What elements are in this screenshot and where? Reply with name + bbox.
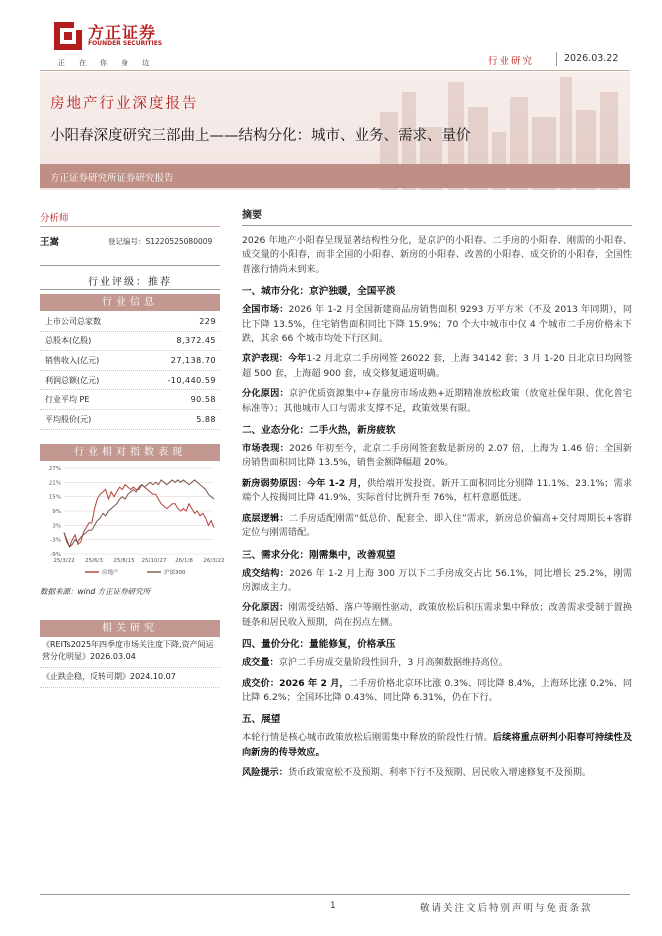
info-value: 27,138.70 xyxy=(170,355,216,365)
info-row xyxy=(40,312,220,332)
info-row xyxy=(40,371,220,391)
header-divider xyxy=(40,70,630,71)
report-title: 小阳春深度研究三部曲上——结构分化：城市、业务、需求、量价 xyxy=(50,128,471,144)
para-label: 全国市场： xyxy=(242,304,289,316)
paragraph xyxy=(242,567,632,596)
footer-disclaimer[interactable]: 敬请关注文后特别声明与免责条款 xyxy=(420,903,593,914)
para-text: 供给端开发投资、新开工面积同比分别降 11.1%、23.1%；需求端个人按揭同比降 41.9%，实际首付比例升至 76%，杠杆意愿低迷。 xyxy=(242,477,633,504)
info-row xyxy=(40,351,220,371)
relative-index-chart xyxy=(40,462,225,582)
abstract-section xyxy=(242,206,632,787)
paragraph xyxy=(242,303,632,346)
section-title: 五、展望 xyxy=(242,714,281,726)
info-row xyxy=(40,332,220,352)
index-chart-svg xyxy=(40,462,225,582)
info-row xyxy=(40,390,220,410)
paragraph xyxy=(242,387,632,416)
para-text: 京沪二手房成交量阶段性回升，3 月高频数据维持高位。 xyxy=(278,657,509,669)
footer-divider xyxy=(40,894,630,895)
para-text: 1-2 月北京二手房网签 26022 套，上海 34142 套；3 月 1-20 日北京日均网签超 500 套，上海超 900 套，成交修复通道明确。 xyxy=(242,353,633,379)
relative-index-header: 行业相对指数表现 xyxy=(40,444,220,461)
y-tick-label: -3% xyxy=(50,537,61,544)
para-text: 京沪优质资源集中+存量房市场成熟+近期精准放松政策（放宽社保年限、优化普宅标准等）；其他城市人口与需求支撑不足，政策效果有限。 xyxy=(242,388,632,414)
rating-divider-top xyxy=(40,265,220,266)
paragraph xyxy=(242,512,632,541)
para-label: 成交结构： xyxy=(242,567,289,579)
info-key: 销售收入(亿元) xyxy=(45,355,100,365)
institute-label: 方正证券研究所证券研究报告 xyxy=(50,173,174,184)
x-tick-label: 26/3/22 xyxy=(203,558,225,564)
info-value: 8,372.45 xyxy=(176,336,216,346)
company-logo xyxy=(52,18,202,66)
industry-info-header: 行业信息 xyxy=(40,294,220,311)
analyst-registration: 登记编号：S1220525080009 xyxy=(108,237,213,246)
rating-divider-bottom xyxy=(40,289,220,290)
risk-paragraph xyxy=(242,766,632,780)
para-label: 分化原因： xyxy=(242,388,289,400)
para-text: 2026 年初至今，北京二手房网签套数是新房的 2.07 倍，上海为 1.46 倍；全国新房销售面积同比降 13.5%，销售金额降幅超 20%。 xyxy=(242,443,632,469)
section-title: 二、业态分化：二手火热，新房疲软 xyxy=(242,425,396,437)
para-label: 京沪表现： xyxy=(242,353,288,365)
paragraph xyxy=(242,477,632,506)
y-tick-label: 15% xyxy=(48,494,61,501)
series-line-0 xyxy=(64,485,214,547)
para-label: 成交价： xyxy=(242,677,280,689)
info-key: 上市公司总家数 xyxy=(45,316,101,326)
info-key: 行业平均 PE xyxy=(45,395,90,405)
report-type: 房地产行业深度报告 xyxy=(50,96,199,112)
related-research-list xyxy=(40,636,220,688)
page-number: 1 xyxy=(330,901,336,911)
analyst-label: 分析师 xyxy=(40,213,69,224)
para-emphasis: 后续将重点研判小阳春可持续性及向新房的传导效应。 xyxy=(242,732,633,758)
chart-source: 数据来源：wind 方正证券研究所 xyxy=(40,587,151,596)
section-title: 三、需求分化：刚需集中，改善观望 xyxy=(242,549,396,561)
report-category: 行业研究 xyxy=(488,56,535,67)
x-tick-label: 25/8/15 xyxy=(113,558,135,564)
brand-name-en: FOUNDER SECURITIES xyxy=(88,40,163,47)
para-text: 二手房适配刚需“低总价、配套全、即入住”需求，新房总价偏高+交付周期长+客群定位与刚需错配。 xyxy=(242,512,632,539)
y-tick-label: 9% xyxy=(52,509,61,515)
y-tick-label: 3% xyxy=(52,523,61,530)
para-emphasis: 今年 xyxy=(287,353,307,365)
founder-logo-icon xyxy=(52,20,84,52)
report-date: 2026.03.22 xyxy=(564,53,619,64)
industry-info-table xyxy=(40,312,220,430)
info-row xyxy=(40,410,220,430)
para-emphasis: 2026 年 2 月， xyxy=(279,677,349,689)
brand-slogan: 正在你身边 xyxy=(58,59,163,67)
paragraph xyxy=(242,731,632,760)
para-emphasis: 今年 1-2 月， xyxy=(306,477,367,489)
y-tick-label: -9% xyxy=(50,552,61,558)
paragraph xyxy=(242,656,632,670)
analyst-divider xyxy=(40,226,220,227)
info-key: 利润总额(亿元) xyxy=(45,375,100,385)
institute-band xyxy=(40,164,630,188)
para-label: 底层逻辑： xyxy=(242,512,289,524)
paragraph xyxy=(242,352,632,381)
x-tick-label: 26/1/8 xyxy=(175,558,193,564)
intro-paragraph: 2026 年地产小阳春呈现显著结构性分化，是京沪的小阳春、二手房的小阳春、刚需的小阳春、成交量的小阳春，而非全国的小阳春、新房的小阳春、改善的小阳春、成交价的小阳春，全国性普涨行情尚未到来。 xyxy=(242,235,632,275)
info-key: 平均股价(元) xyxy=(45,414,92,424)
y-tick-label: 21% xyxy=(48,480,61,487)
analyst-name: 王嵩 xyxy=(40,237,60,248)
related-item[interactable]: 《止跌企稳，反转可期》2024.10.07 xyxy=(40,668,220,688)
para-label: 成交量： xyxy=(242,657,279,669)
brand-name: 方正证券 xyxy=(88,23,157,42)
para-label: 新房弱势原因： xyxy=(242,477,307,489)
info-value: -10,440.59 xyxy=(167,375,216,385)
abstract-title: 摘要 xyxy=(242,206,632,226)
para-text: 货币政策宽松不及预期、利率下行不及预期、居民收入增速修复不及预期。 xyxy=(287,767,592,779)
para-label: 分化原因： xyxy=(242,602,289,614)
para-text: 2026 年 1-2 月全国新建商品房销售面积 9293 万平方米（不及 2013 年同期），同比下降 13.5%，住宅销售面积同比下降 15.9%；70 个大中城市中仅 4 个城市二手房价格未下跌，其余 66 个城市均处下行区间。 xyxy=(242,304,633,345)
related-item[interactable]: 《REITs2025年四季度市场关注度下降,资产间运营分化明显》2026.03.04 xyxy=(40,636,220,668)
info-value: 229 xyxy=(199,316,216,326)
paragraph xyxy=(242,601,632,630)
info-key: 总股本(亿股) xyxy=(45,336,92,346)
para-label: 市场表现： xyxy=(242,443,290,455)
industry-rating: 行业评级：推荐 xyxy=(88,277,172,288)
section-title: 四、量价分化：量能修复，价格承压 xyxy=(242,639,396,651)
info-value: 90.58 xyxy=(190,395,216,405)
x-tick-label: 25/10/27 xyxy=(141,558,167,564)
para-text: 2026 年 1-2 月上海 300 万以下二手房成交占比 56.1%，同比增长 25.2%，刚需房源成主力。 xyxy=(242,567,632,593)
info-value: 5.88 xyxy=(196,414,216,424)
para-text: 刚需受结婚、落户等刚性驱动，政策放松后积压需求集中释放；改善需求受制于置换链条和居民收入预期，尚在拐点左侧。 xyxy=(242,602,633,628)
legend-label: 房地产 xyxy=(102,570,119,576)
legend-label: 沪深300 xyxy=(164,570,186,576)
related-research-header: 相关研究 xyxy=(40,620,220,637)
para-text: 二手房价格北京环比涨 0.3%、同比降 8.4%，上海环比涨 0.2%、同比降 6.2%；全国环比降 0.43%、同比降 6.31%，仍在下行。 xyxy=(242,677,633,703)
para-label: 风险提示： xyxy=(242,767,288,779)
para-text: 本轮行情是核心城市政策放松后刚需集中释放的阶段性行情。 xyxy=(242,732,493,744)
y-tick-label: 27% xyxy=(48,466,61,472)
x-tick-label: 25/3/22 xyxy=(53,558,75,564)
section-title: 一、城市分化：京沪独暖，全国平淡 xyxy=(242,286,396,298)
header-separator xyxy=(556,52,557,66)
paragraph xyxy=(242,677,632,706)
x-tick-label: 25/6/3 xyxy=(85,558,103,564)
paragraph xyxy=(242,442,632,471)
